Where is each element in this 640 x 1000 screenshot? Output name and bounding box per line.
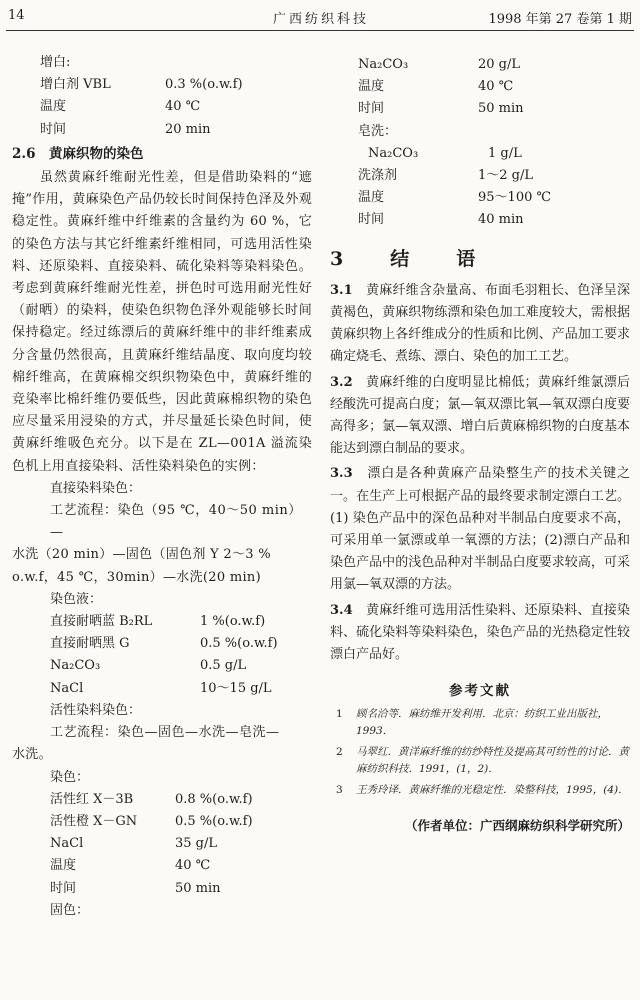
journal-name: 广西纺织科技 [273, 12, 370, 27]
param-row [330, 187, 630, 209]
param-value: 40 ℃ [165, 99, 201, 115]
reference-item [330, 744, 630, 778]
param-row [330, 165, 630, 187]
reactive-process-continued: 水洗。 [12, 747, 52, 763]
item-number: 3.2 [330, 374, 353, 390]
param-value: 1 g/L [488, 145, 522, 161]
param-value: 20 min [165, 121, 211, 137]
param-row [12, 119, 312, 141]
param-key: Na₂CO₃ [50, 658, 101, 674]
section-title: 2.6 黄麻织物的染色 [12, 145, 144, 162]
reference-number: 1 [336, 708, 343, 721]
issue-info: 1998 年第 27 卷第 1 期 [488, 12, 632, 27]
right-column [330, 54, 630, 838]
param-row [12, 633, 312, 655]
reactive-params [12, 789, 312, 900]
item-text: 漂白是各种黄麻产品染整生产的技术关键之一。在生产上可根据产品的最终要求制定漂白工艺。(1) 染色产品中的深色品种对半制品白度要求不高，可采用单一氯漂或单一氧漂的方法；(2)漂白产品和染色产品中的浅色品种对半制品白度要求较高，可采用氯—氧双漂的方法。 [330, 466, 630, 593]
reference-text: 马翠红．黄洋麻纤维的纺纱特性及提高其可纺性的讨论．黄麻纺织科技．1991，(1，2)． [356, 746, 629, 776]
param-row [12, 655, 312, 677]
conclusion-item [330, 600, 630, 667]
param-value: 95～100 ℃ [478, 190, 552, 206]
param-value: 10～15 g/L [200, 680, 272, 696]
reference-number: 2 [336, 746, 343, 759]
whiten-label: 增白: [40, 55, 71, 70]
param-row [330, 98, 630, 120]
param-key: 时间 [358, 101, 385, 117]
direct-params [12, 611, 312, 700]
item-number: 3.4 [330, 602, 353, 618]
param-value: 40 ℃ [478, 79, 514, 95]
page-number: 14 [8, 8, 25, 23]
param-value: 1 %(o.w.f) [200, 614, 266, 630]
param-key: Na₂CO₃ [358, 57, 409, 72]
param-value: 0.5 %(o.w.f) [175, 813, 253, 829]
param-row [12, 811, 312, 833]
param-value: 40 ℃ [175, 858, 211, 874]
param-key: NaCl [50, 680, 84, 696]
left-column [12, 52, 312, 922]
conclusion-item [330, 372, 630, 461]
param-row [12, 855, 312, 877]
param-value: 1～2 g/L [478, 168, 534, 184]
reference-text: 顾名洽等．麻纺维开发利用．北京：纺织工业出版社，1993． [356, 708, 608, 738]
direct-dye-label: 直接染料染色： [50, 480, 142, 496]
param-key: 时间 [358, 212, 385, 228]
references-heading: 参考文献 [449, 683, 511, 700]
body-paragraph: 虽然黄麻纤维耐光性差，但是借助染料的“遮掩”作用，黄麻染色产品仍较长时间保持色泽及外观稳定性。黄麻纤维中纤维素的含量约为 60 %，它的染色方法与其它纤维素纤维相同，可选用活性染料、还原染料、直接染料、硫化染料等染料染色。考虑到黄麻纤维耐光性差，拼色时可选用耐光性好（耐晒）的染料，使染色织物色泽外观能够长时间保持稳定。经过练漂后的黄麻纤维中的非纤维素成分含量仍然很高，且黄麻纤维结晶度、取向度均较棉纤维高，在黄麻棉交织织物染色中，黄麻纤维的竞染率比棉纤维仍要低些，因此黄麻棉织物的染色应尽量采用浸染的方式，并尽量延长染色时间，使黄麻纤维吸色充分。以下是在 ZL—001A 溢流染色机上用直接染料、活性染料染色的实例： [12, 170, 312, 474]
author-affiliation: （作者单位：广西纲麻纺织科学研究所） [404, 818, 630, 834]
fixing-label: 固色： [50, 902, 90, 918]
param-key: 增白剂 VBL [40, 77, 111, 93]
param-value: 0.8 %(o.w.f) [175, 791, 253, 807]
item-number: 3.1 [330, 282, 353, 298]
reference-item [330, 782, 630, 799]
param-key: 时间 [50, 880, 77, 896]
fix-params [330, 54, 630, 121]
param-key: 洗涤剂 [358, 168, 398, 184]
item-text: 黄麻纤维的白度明显比棉低；黄麻纤维氯漂后经酸洗可提高白度；氯—氧双漂比氧—氧双漂白度要高得多；氯—氧双漂、增白后黄麻棉织物的白度基本能达到漂白制品的要求。 [330, 374, 630, 457]
param-value: 0.5 g/L [200, 658, 247, 674]
param-row [330, 143, 630, 165]
param-value: 0.5 %(o.w.f) [200, 636, 278, 652]
param-row [12, 611, 312, 633]
param-key: 活性橙 X－GN [50, 813, 138, 829]
param-key: 温度 [50, 858, 77, 874]
param-key: 时间 [40, 121, 67, 137]
param-key: 温度 [358, 190, 385, 206]
param-value: 20 g/L [478, 57, 521, 72]
param-row [12, 789, 312, 811]
param-key: 直接耐晒黑 G [50, 636, 130, 652]
param-row [330, 209, 630, 231]
param-row [12, 74, 312, 96]
param-value: 50 min [175, 880, 221, 896]
direct-process-continued: 水洗（20 min）—固色（固色剂 Y 2～3 % o.w.f，45 ℃，30min）—水洗(20 min) [12, 547, 271, 585]
header-rule [6, 30, 634, 31]
soap-label: 皂洗： [358, 123, 398, 139]
param-row [12, 878, 312, 900]
param-key: 温度 [40, 99, 67, 115]
reference-number: 3 [336, 784, 343, 797]
param-value: 40 min [478, 212, 524, 228]
dyeing-label: 染色： [50, 769, 90, 785]
conclusion-item [330, 280, 630, 369]
page-header [8, 8, 632, 26]
param-key: NaCl [50, 836, 84, 852]
param-row [330, 76, 630, 98]
conclusion-item [330, 463, 630, 596]
conclusion-heading: 3 结 语 [330, 247, 490, 270]
param-key: 活性红 X－3B [50, 791, 134, 807]
param-value: 50 min [478, 101, 524, 117]
reference-text: 王秀玲译．黄麻纤维的光稳定性．染整科技，1995，(4)． [356, 784, 629, 797]
param-value: 35 g/L [175, 836, 218, 852]
param-key: 温度 [358, 79, 385, 95]
param-value: 0.3 %(o.w.f) [165, 77, 243, 93]
soap-params [330, 143, 630, 232]
reference-item [330, 706, 630, 740]
param-row [12, 833, 312, 855]
param-key: Na₂CO₃ [368, 145, 419, 161]
direct-process: 工艺流程：染色（95 ℃，40～50 min）— [50, 503, 302, 541]
param-row [330, 54, 630, 76]
reactive-process: 工艺流程：染色—固色—水洗—皂洗— [50, 725, 280, 741]
item-text: 黄麻纤维可选用活性染料、还原染料、直接染料、硫化染料等染料染色，染色产品的光热稳定性较漂白产品好。 [330, 602, 630, 663]
whiten-params [12, 74, 312, 141]
reactive-dye-label: 活性染料染色： [50, 702, 142, 718]
param-row [12, 96, 312, 118]
param-key: 直接耐晒蓝 B₂RL [50, 614, 153, 630]
param-row [12, 678, 312, 700]
item-number: 3.3 [330, 466, 353, 482]
item-text: 黄麻纤维含杂量高、布面毛羽粗长、色泽呈深黄褐色，黄麻织物练漂和染色加工难度较大，需根据黄麻织物上各纤维成分的性质和比例、产品加工要求确定烧毛、煮练、漂白、染色的加工工艺。 [330, 282, 630, 365]
dye-liquor-label: 染色液： [50, 591, 103, 607]
